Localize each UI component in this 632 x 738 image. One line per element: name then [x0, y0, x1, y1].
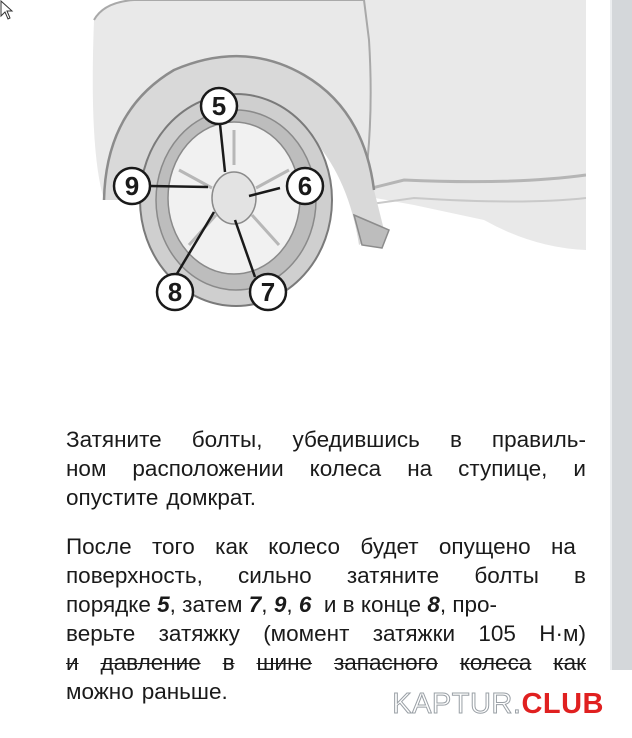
text-line: и давление в шине запасного колеса как — [66, 650, 586, 675]
text-line: можно раньше. — [66, 679, 228, 704]
tightening-order-line: порядке 5 , затем 7 , 9 , 6 и в конце 8 , про- — [66, 592, 498, 617]
callout-9 — [114, 168, 150, 204]
bolt-number: 8 — [427, 592, 440, 617]
watermark-logo: KAPTUR.CLUB — [392, 688, 604, 720]
text-line: После того как колесо будет опущено на — [66, 534, 576, 559]
bolt-number: 5 — [157, 592, 170, 617]
bolt-number: 6 — [298, 592, 312, 617]
instruction-paragraph-1 — [66, 425, 586, 512]
scrollbar[interactable] — [612, 0, 632, 670]
svg-text:5: 5 — [211, 91, 227, 121]
svg-text:9: 9 — [124, 171, 140, 201]
svg-text:6: 6 — [297, 171, 313, 201]
text-line: Затяните болты, убедившись в правиль- — [66, 427, 586, 452]
callout-8 — [157, 274, 193, 310]
svg-text:7: 7 — [260, 277, 276, 307]
mouse-pointer-icon — [0, 0, 16, 22]
instruction-paragraph-2 — [66, 532, 586, 706]
text-line: опустите домкрат. — [66, 485, 256, 510]
callout-7 — [250, 274, 286, 310]
bolt-number: 7 — [248, 592, 262, 617]
text-line: верьте затяжку (момент затяжки 105 Н·м) — [66, 621, 586, 646]
text-line: поверхность, сильно затяните болты в — [66, 563, 586, 588]
bolt-number: 9 — [273, 592, 287, 617]
wheel-tightening-illustration — [64, 0, 586, 410]
callout-6 — [287, 168, 323, 204]
text-line: ном расположении колеса на ступице, и — [66, 456, 586, 481]
callout-5 — [201, 88, 237, 124]
svg-text:8: 8 — [167, 277, 183, 307]
